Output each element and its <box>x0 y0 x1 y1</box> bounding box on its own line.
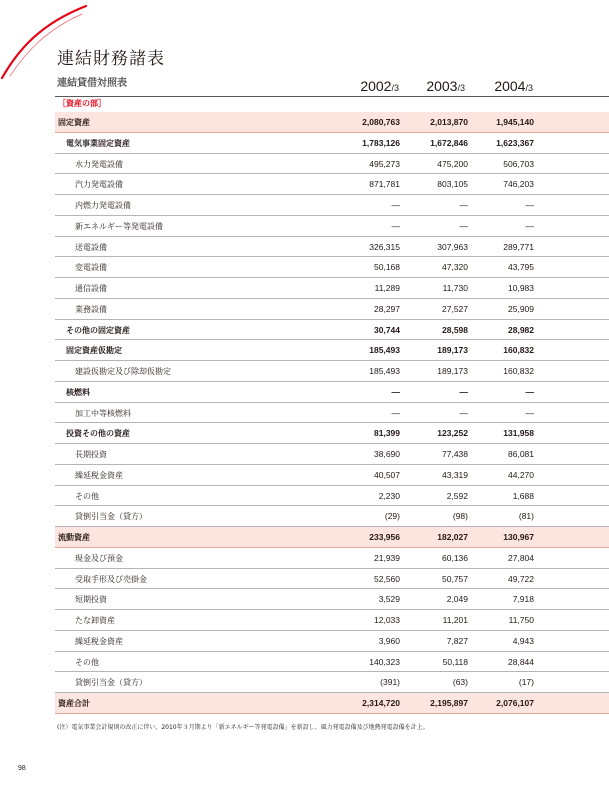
cell-value: 52,560 <box>374 573 400 584</box>
row-label: 汽力発電設備 <box>75 180 123 190</box>
cell-value: 140,323 <box>369 656 400 667</box>
row-label: たな卸資産 <box>75 616 115 625</box>
balance-sheet-table <box>55 112 609 714</box>
cell-value: 86,081 <box>508 449 534 459</box>
row-label: 貸倒引当金（貸方） <box>75 678 147 688</box>
cell-value: 289,771 <box>503 241 534 252</box>
row-label: 流動資産 <box>58 533 90 542</box>
cell-value: 7,918 <box>512 594 534 605</box>
row-label: 短期投資 <box>75 595 107 605</box>
year-suffix: /3 <box>457 83 465 93</box>
row-label: 核燃料 <box>66 387 90 397</box>
cell-value: 160,832 <box>503 345 534 356</box>
cell-value: 11,750 <box>508 615 534 625</box>
cell-value: 131,958 <box>503 428 534 439</box>
cell-value: 30,744 <box>374 324 400 335</box>
cell-value: — <box>525 386 534 397</box>
cell-value: 2,080,763 <box>362 117 400 127</box>
cell-value: 130,967 <box>503 532 534 542</box>
table-row <box>55 154 609 175</box>
header-rule <box>55 96 609 97</box>
cell-value: 50,168 <box>374 262 400 273</box>
cell-value: — <box>391 386 400 397</box>
cell-value: — <box>391 407 400 418</box>
row-label: その他の固定資産 <box>66 325 130 335</box>
cell-value: 11,289 <box>374 283 400 293</box>
row-label: その他 <box>75 491 99 501</box>
row-label: 現金及び預金 <box>75 553 123 563</box>
table-row <box>55 589 609 610</box>
row-label: 業務設備 <box>75 304 107 314</box>
cell-value: 2,076,107 <box>496 698 534 708</box>
year-suffix: /3 <box>391 83 399 93</box>
cell-value: 3,960 <box>378 635 400 646</box>
cell-value: — <box>459 220 468 231</box>
cell-value: 185,493 <box>369 366 400 376</box>
cell-value: 307,963 <box>437 241 468 252</box>
cell-value: — <box>391 200 400 210</box>
cell-value: 495,273 <box>369 158 400 169</box>
cell-value: 12,033 <box>374 615 400 625</box>
cell-value: 189,173 <box>437 366 468 376</box>
table-row <box>55 527 609 548</box>
row-label: 投資その他の資産 <box>66 429 130 439</box>
cell-value: — <box>459 407 468 418</box>
cell-value: 1,945,140 <box>496 117 534 127</box>
table-row <box>55 548 609 569</box>
cell-value: (63) <box>452 677 468 688</box>
cell-value: — <box>459 200 468 210</box>
cell-value: 50,757 <box>442 573 468 584</box>
year-header-2004 <box>453 78 533 94</box>
row-label: 長期投資 <box>75 450 107 459</box>
cell-value: 10,983 <box>508 283 534 293</box>
table-row <box>55 444 609 465</box>
table-row <box>55 403 609 424</box>
cell-value: 1,688 <box>512 490 534 501</box>
cell-value: 803,105 <box>437 179 468 190</box>
year-value: 2003 <box>426 78 458 94</box>
cell-value: 44,270 <box>508 469 534 480</box>
row-label: 繰延税金資産 <box>75 636 123 646</box>
cell-value: 746,203 <box>503 179 534 190</box>
table-row <box>55 652 609 673</box>
table-row <box>55 257 609 278</box>
row-label: 貸倒引当金（貸方） <box>75 512 147 522</box>
table-row <box>55 216 609 237</box>
cell-value: 160,832 <box>503 366 534 376</box>
cell-value: 28,297 <box>374 303 400 314</box>
table-row <box>55 133 609 154</box>
cell-value: 11,730 <box>442 283 468 293</box>
cell-value: (17) <box>518 677 534 688</box>
cell-value: 506,703 <box>503 158 534 169</box>
cell-value: — <box>525 407 534 418</box>
table-row <box>55 631 609 652</box>
table-row <box>55 278 609 299</box>
cell-value: 233,956 <box>369 532 400 542</box>
table-row <box>55 112 609 133</box>
row-label: 通信設備 <box>75 284 107 293</box>
table-row <box>55 506 609 527</box>
cell-value: 185,493 <box>369 345 400 356</box>
row-label: 加工中等核燃料 <box>75 408 131 418</box>
cell-value: 2,230 <box>378 490 400 501</box>
footnote: (注）電気事業会計規則の改正に伴い、2010年３月期より「新エネルギー等発電設備」を新設し、風力発電設備及び地熱発電設備を計上。 <box>57 724 429 731</box>
cell-value: 123,252 <box>437 428 468 439</box>
table-row <box>55 299 609 320</box>
row-label: 固定資産仮勘定 <box>66 346 122 356</box>
cell-value: 1,783,126 <box>362 137 400 148</box>
cell-value: 49,722 <box>508 573 534 584</box>
year-value: 2002 <box>360 78 392 94</box>
cell-value: 1,623,367 <box>496 137 534 148</box>
cell-value: — <box>391 220 400 231</box>
cell-value: 4,943 <box>512 635 534 646</box>
cell-value: 38,690 <box>374 449 400 459</box>
cell-value: 2,314,720 <box>362 698 400 708</box>
cell-value: 475,200 <box>437 158 468 169</box>
cell-value: (29) <box>384 511 400 522</box>
year-suffix: /3 <box>525 83 533 93</box>
cell-value: 81,399 <box>374 428 400 439</box>
cell-value: 21,939 <box>374 552 400 563</box>
cell-value: 189,173 <box>437 345 468 356</box>
cell-value: (98) <box>452 511 468 522</box>
cell-value: 7,827 <box>446 635 468 646</box>
cell-value: 50,118 <box>442 656 468 667</box>
cell-value: 40,507 <box>374 469 400 480</box>
cell-value: 27,527 <box>442 303 468 314</box>
table-row <box>55 174 609 195</box>
table-row <box>55 237 609 258</box>
table-row <box>55 610 609 631</box>
table-row <box>55 569 609 590</box>
cell-value: 2,049 <box>446 594 468 605</box>
row-label: 資産合計 <box>58 699 90 708</box>
page-title: 連結財務諸表 <box>57 49 165 69</box>
cell-value: 47,320 <box>442 262 468 273</box>
cell-value: 27,804 <box>508 552 534 563</box>
cell-value: 60,136 <box>442 552 468 563</box>
cell-value: 25,909 <box>508 303 534 314</box>
cell-value: 11,201 <box>442 615 468 625</box>
cell-value: 1,672,846 <box>430 137 468 148</box>
cell-value: 326,315 <box>369 241 400 252</box>
cell-value: 3,529 <box>378 594 400 605</box>
row-label: 建設仮勘定及び除却仮勘定 <box>75 367 171 376</box>
cell-value: — <box>525 200 534 210</box>
row-label: 新エネルギー等発電設備 <box>75 221 163 231</box>
table-row <box>55 195 609 216</box>
cell-value: 43,319 <box>442 469 468 480</box>
cell-value: 28,844 <box>508 656 534 667</box>
table-row <box>55 672 609 693</box>
cell-value: 182,027 <box>437 532 468 542</box>
cell-value: 77,438 <box>442 449 468 459</box>
row-label: 繰延税金資産 <box>75 470 123 480</box>
year-value: 2004 <box>494 78 526 94</box>
table-row <box>55 361 609 382</box>
row-label: 電気事業固定資産 <box>66 138 130 148</box>
row-label: 送電設備 <box>75 242 107 252</box>
row-label: その他 <box>75 657 99 667</box>
row-label: 変電設備 <box>75 263 107 273</box>
table-row <box>55 320 609 341</box>
cell-value: 28,598 <box>442 324 468 335</box>
table-row <box>55 693 609 714</box>
table-row <box>55 382 609 403</box>
cell-value: 871,781 <box>369 179 400 190</box>
row-label: 固定資産 <box>58 118 90 127</box>
table-row <box>55 486 609 507</box>
row-label: 内燃力発電設備 <box>75 201 131 210</box>
cell-value: 2,592 <box>446 490 468 501</box>
cell-value: 2,195,897 <box>430 698 468 708</box>
cell-value: 28,982 <box>508 324 534 335</box>
cell-value: — <box>459 386 468 397</box>
table-row <box>55 340 609 361</box>
page-number: 98 <box>18 765 26 772</box>
table-row <box>55 465 609 486</box>
cell-value: — <box>525 220 534 231</box>
statement-subtitle: 連結貸借対照表 <box>57 78 127 89</box>
table-row <box>55 423 609 444</box>
row-label: 受取手形及び売掛金 <box>75 574 147 584</box>
cell-value: (391) <box>380 677 400 688</box>
cell-value: 2,013,870 <box>430 117 468 127</box>
row-label: 水力発電設備 <box>75 159 123 169</box>
cell-value: (81) <box>518 511 534 522</box>
section-label-assets: ［資産の部］ <box>58 99 106 108</box>
cell-value: 43,795 <box>508 262 534 273</box>
